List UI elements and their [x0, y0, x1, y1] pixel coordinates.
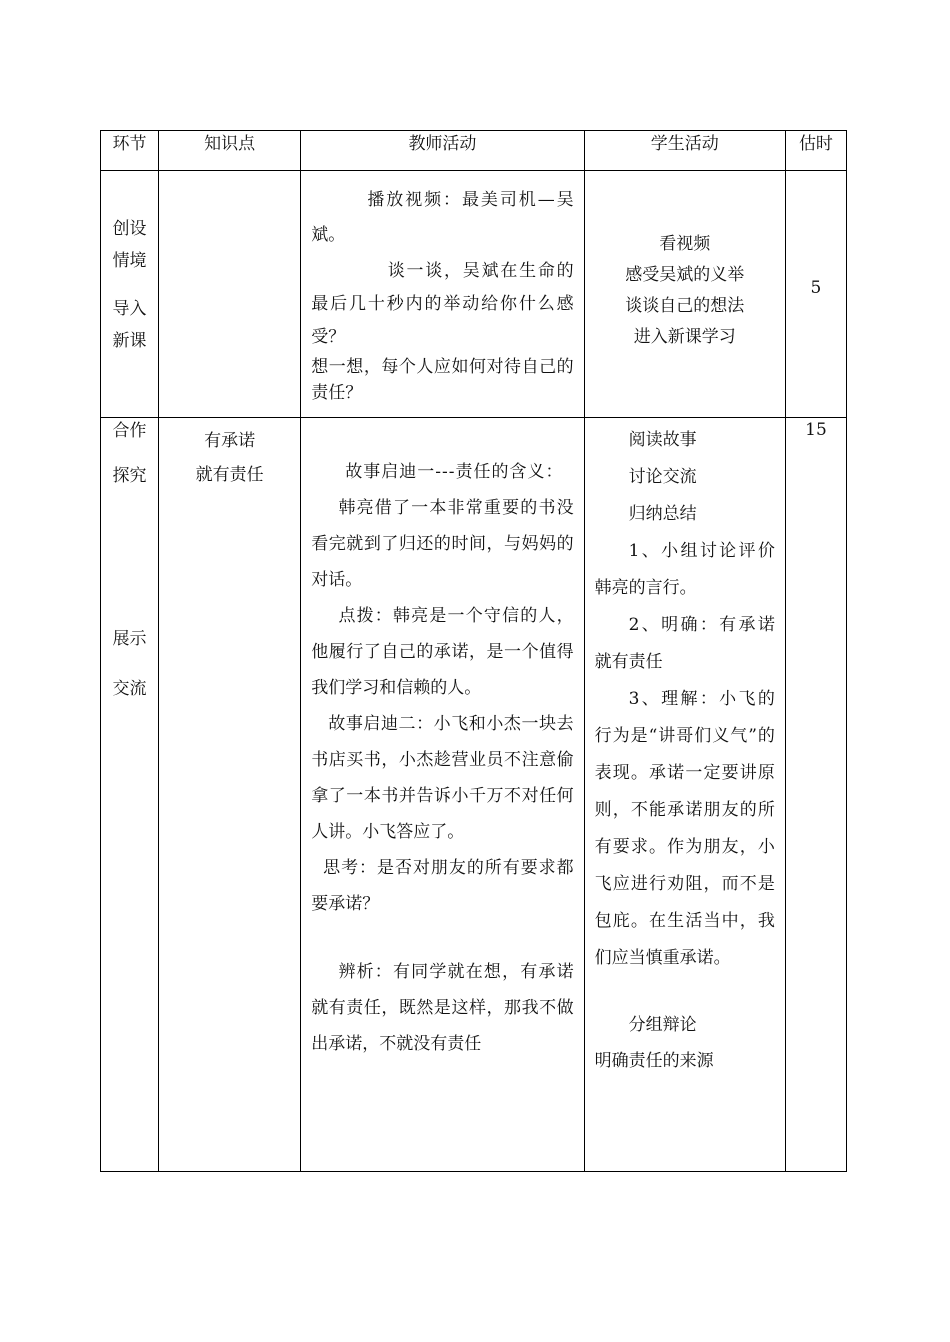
time-value: 15	[805, 420, 827, 440]
student-text: 感受吴斌的义举	[625, 265, 745, 285]
teacher-text: 想一想，每个人应如何对待自己的责任？	[311, 357, 574, 403]
teacher-text: 播放视频：最美司机—吴斌。	[311, 190, 574, 245]
header-teacher-activity: 教师活动	[301, 131, 584, 171]
stage-label: 合作	[112, 421, 147, 441]
stage-cell	[101, 171, 159, 418]
student-text: 讨论交流	[628, 467, 697, 487]
teacher-text: 故事启迪二：小飞和小杰一块去书店买书，小杰趁营业员不注意偷拿了一本书并告诉小千万不对任何人讲。小飞答应了。	[311, 714, 574, 842]
student-activity-cell	[584, 418, 785, 1172]
student-text: 3、理解：小飞的行为是“讲哥们义气”的表现。承诺一定要讲原则，不能承诺朋友的所有要求。作为朋友，小飞应进行劝阻，而不是包庇。在生活当中，我们应当慎重承诺。	[594, 689, 775, 968]
teacher-activity-cell	[301, 171, 584, 418]
student-text: 阅读故事	[628, 430, 697, 450]
header-student-activity: 学生活动	[584, 131, 785, 171]
student-text: 分组辩论	[628, 1015, 697, 1035]
header-stage: 环节	[101, 131, 159, 171]
table-row	[101, 171, 847, 418]
teacher-text: 故事启迪一---责任的含义：	[345, 462, 564, 482]
stage-label: 导入	[112, 299, 147, 319]
time-value: 5	[810, 278, 822, 298]
knowledge-text: 就有责任	[195, 465, 264, 485]
student-text: 归纳总结	[628, 504, 697, 524]
table-row	[101, 418, 847, 1172]
student-text: 看视频	[659, 234, 711, 254]
header-knowledge: 知识点	[159, 131, 301, 171]
knowledge-text: 有承诺	[204, 431, 256, 451]
header-row	[101, 131, 847, 171]
teacher-activity-cell	[301, 418, 584, 1172]
student-text: 2、明确：有承诺就有责任	[594, 615, 775, 672]
stage-label: 创设	[112, 219, 147, 239]
student-text: 1、小组讨论评价韩亮的言行。	[594, 541, 775, 598]
knowledge-cell	[159, 171, 301, 418]
teacher-text: 韩亮借了一本非常重要的书没看完就到了归还的时间，与妈妈的对话。	[311, 498, 574, 590]
time-cell	[785, 418, 846, 1172]
lesson-plan-table	[100, 130, 847, 1172]
knowledge-cell	[159, 418, 301, 1172]
stage-cell	[101, 418, 159, 1172]
header-time: 估时	[785, 131, 846, 171]
teacher-text: 思考：是否对朋友的所有要求都要承诺？	[311, 858, 574, 914]
stage-label: 探究	[112, 466, 147, 486]
teacher-text: 辨析：有同学就在想，有承诺就有责任，既然是这样，那我不做出承诺，不就没有责任	[311, 962, 574, 1054]
stage-label: 新课	[112, 331, 147, 351]
stage-label: 交流	[112, 679, 147, 699]
time-cell	[785, 171, 846, 418]
teacher-text: 点拨：韩亮是一个守信的人，他履行了自己的承诺，是一个值得我们学习和信赖的人。	[311, 606, 574, 698]
student-text: 明确责任的来源	[594, 1051, 714, 1071]
student-text: 谈谈自己的想法	[625, 296, 745, 316]
teacher-text: 谈一谈，吴斌在生命的最后几十秒内的举动给你什么感受？	[311, 261, 574, 347]
stage-label: 情境	[112, 251, 147, 271]
stage-label: 展示	[112, 629, 147, 649]
student-activity-cell	[584, 171, 785, 418]
student-text: 进入新课学习	[633, 327, 736, 347]
